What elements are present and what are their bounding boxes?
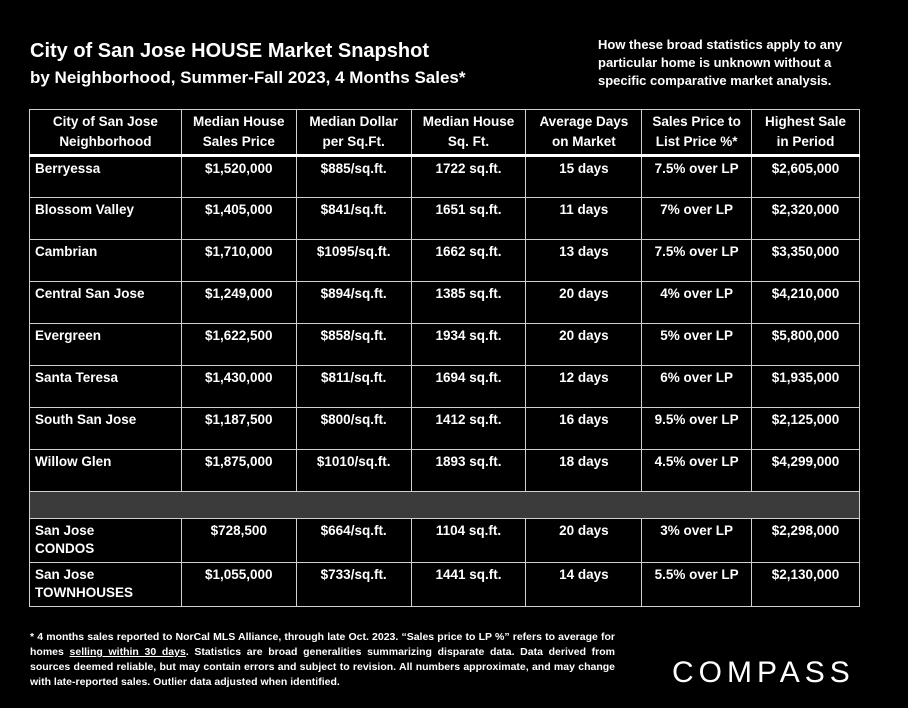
column-header-sale-to-list [642,110,752,156]
column-header-line: List Price %* [655,134,738,149]
cell-median-price: $1,187,500 [181,408,296,450]
cell-highest-sale: $5,800,000 [752,324,860,366]
cell-neighborhood: Central San Jose [30,282,182,324]
cell-price-per-sqft: $841/sq.ft. [296,198,411,240]
cell-neighborhood: Willow Glen [30,450,182,492]
cell-sale-to-list: 4% over LP [642,282,752,324]
cell-neighborhood [30,519,182,563]
column-header-line: Sales Price [202,134,275,149]
column-header-line: per Sq.Ft. [322,134,385,149]
cell-line: CONDOS [35,541,95,556]
cell-median-price: $1,055,000 [181,563,296,607]
cell-sale-to-list: 7.5% over LP [642,156,752,198]
cell-highest-sale: $2,130,000 [752,563,860,607]
table-divider-row [30,492,860,519]
cell-highest-sale: $4,210,000 [752,282,860,324]
cell-days-on-market: 13 days [526,240,642,282]
cell-neighborhood: Cambrian [30,240,182,282]
cell-median-sqft: 1412 sq.ft. [411,408,526,450]
cell-days-on-market: 15 days [526,156,642,198]
cell-price-per-sqft: $858/sq.ft. [296,324,411,366]
cell-price-per-sqft: $800/sq.ft. [296,408,411,450]
cell-median-price: $1,430,000 [181,366,296,408]
cell-median-sqft: 1104 sq.ft. [411,519,526,563]
cell-neighborhood: Santa Teresa [30,366,182,408]
column-header-line: Sales Price to [652,114,741,129]
cell-days-on-market: 20 days [526,519,642,563]
cell-median-price: $728,500 [181,519,296,563]
cell-line: San Jose [35,523,95,538]
column-header-line: Highest Sale [765,114,847,129]
disclaimer-note: How these broad statistics apply to any particular home is unknown without a specific comparative market analysis. [598,37,843,88]
table-header-row [30,110,860,156]
column-header-line: City of San Jose [52,114,158,129]
column-header-line: on Market [551,134,616,149]
cell-price-per-sqft: $811/sq.ft. [296,366,411,408]
cell-price-per-sqft: $894/sq.ft. [296,282,411,324]
cell-median-sqft: 1441 sq.ft. [411,563,526,607]
column-header-line: in Period [776,134,835,149]
table-row [30,282,860,324]
table-row [30,366,860,408]
cell-price-per-sqft: $1010/sq.ft. [296,450,411,492]
cell-line: San Jose [35,567,95,582]
table-row [30,198,860,240]
cell-highest-sale: $2,605,000 [752,156,860,198]
cell-median-price: $1,405,000 [181,198,296,240]
cell-sale-to-list: 5% over LP [642,324,752,366]
cell-median-sqft: 1893 sq.ft. [411,450,526,492]
cell-neighborhood: South San Jose [30,408,182,450]
column-header-line: Average Days [539,114,629,129]
column-header-price-per-sqft [296,110,411,156]
table-row [30,563,860,607]
cell-highest-sale: $2,298,000 [752,519,860,563]
cell-days-on-market: 20 days [526,282,642,324]
table-row [30,519,860,563]
cell-sale-to-list: 6% over LP [642,366,752,408]
cell-days-on-market: 14 days [526,563,642,607]
column-header-line: Median House [193,114,285,129]
cell-median-sqft: 1662 sq.ft. [411,240,526,282]
market-snapshot-table [29,109,860,607]
cell-median-sqft: 1934 sq.ft. [411,324,526,366]
column-header-days-on-market [526,110,642,156]
cell-median-sqft: 1651 sq.ft. [411,198,526,240]
cell-sale-to-list: 4.5% over LP [642,450,752,492]
cell-neighborhood: Evergreen [30,324,182,366]
cell-days-on-market: 20 days [526,324,642,366]
compass-logo: COMPASS [672,656,855,689]
cell-median-price: $1,520,000 [181,156,296,198]
cell-highest-sale: $2,125,000 [752,408,860,450]
cell-highest-sale: $4,299,000 [752,450,860,492]
column-header-line: Neighborhood [59,134,152,149]
column-header-line: Median House [422,114,515,129]
cell-highest-sale: $2,320,000 [752,198,860,240]
page-subtitle: by Neighborhood, Summer-Fall 2023, 4 Months Sales* [30,68,466,87]
table-row [30,450,860,492]
cell-days-on-market: 16 days [526,408,642,450]
cell-neighborhood: Berryessa [30,156,182,198]
cell-sale-to-list: 7% over LP [642,198,752,240]
cell-sale-to-list: 5.5% over LP [642,563,752,607]
table-row [30,156,860,198]
table-body [30,156,860,607]
cell-price-per-sqft: $885/sq.ft. [296,156,411,198]
cell-median-price: $1,875,000 [181,450,296,492]
table-row [30,324,860,366]
cell-days-on-market: 12 days [526,366,642,408]
column-header-neighborhood [30,110,182,156]
cell-median-price: $1,249,000 [181,282,296,324]
column-header-median-price [181,110,296,156]
cell-median-price: $1,710,000 [181,240,296,282]
cell-line: TOWNHOUSES [35,585,134,600]
page-title: City of San Jose HOUSE Market Snapshot [30,40,429,62]
footnote-text: * 4 months sales reported to NorCal MLS Alliance, through late Oct. 2023. “Sales price to LP %” refers to average for homes [30,631,615,658]
footnote-text-cont: . Statistics are broad generalities summarizing disparate data. Data derived from sources deemed reliable, but may contain errors and subject to revision. All numbers approximate, and may change with late-reported sales. Outlier data adjusted when identified. [30,646,616,688]
cell-median-sqft: 1722 sq.ft. [411,156,526,198]
cell-days-on-market: 18 days [526,450,642,492]
column-header-line: Sq. Ft. [447,134,490,149]
column-header-highest-sale [752,110,860,156]
cell-neighborhood: Blossom Valley [30,198,182,240]
cell-sale-to-list: 9.5% over LP [642,408,752,450]
cell-median-sqft: 1385 sq.ft. [411,282,526,324]
table-row [30,408,860,450]
cell-median-sqft: 1694 sq.ft. [411,366,526,408]
cell-highest-sale: $3,350,000 [752,240,860,282]
divider-cell [30,492,860,519]
column-header-median-sqft [411,110,526,156]
table-row [30,240,860,282]
cell-days-on-market: 11 days [526,198,642,240]
cell-highest-sale: $1,935,000 [752,366,860,408]
cell-sale-to-list: 7.5% over LP [642,240,752,282]
footnote [30,630,615,690]
column-header-line: Median Dollar [309,114,398,129]
footnote-underlined: selling within 30 days [69,646,186,658]
cell-sale-to-list: 3% over LP [642,519,752,563]
cell-median-price: $1,622,500 [181,324,296,366]
cell-neighborhood [30,563,182,607]
cell-price-per-sqft: $664/sq.ft. [296,519,411,563]
cell-price-per-sqft: $1095/sq.ft. [296,240,411,282]
cell-price-per-sqft: $733/sq.ft. [296,563,411,607]
